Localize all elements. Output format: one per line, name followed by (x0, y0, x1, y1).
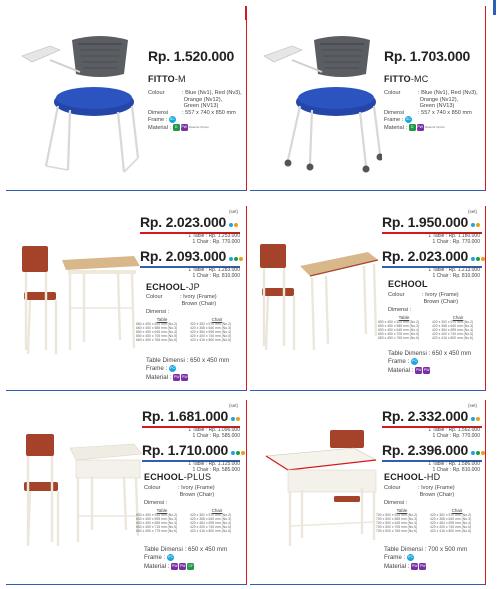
price-option-2: Rp. 2.023.000 (382, 248, 485, 266)
material-swatch: PW (423, 367, 430, 372)
set-label: (set) (468, 403, 477, 408)
material-swatch: PW (181, 124, 187, 129)
frame-swatch: PC (412, 359, 417, 364)
material-swatch: PW (179, 563, 186, 568)
product-name: FITTO-MC (384, 74, 429, 84)
price-option-2: Rp. 2.396.000 (382, 442, 485, 460)
spec-block: Colour : Blue (Nv1), Red (Nv3), Orange (Nv12), Green (NV13) Dimensi : 557 x 740 x 850 mm Frame : SC Material : D PW Material Option (384, 90, 478, 131)
price-breakdown: 1 Table : Rp. 1.562.000 1 Chair : Rp. 770.000 (428, 427, 480, 439)
material-swatch: PW (415, 367, 422, 372)
price: Rp. 1.703.000 (384, 48, 471, 64)
price-breakdown: 1 Table : Rp. 1.253.000 1 Chair : Rp. 770.000 (188, 233, 240, 245)
product-name: ECHOOL-PLUS (144, 472, 212, 482)
price-breakdown: 1 Table : Rp. 1.283.000 1 Chair : Rp. 810.000 (188, 267, 240, 279)
chair-dimensions: Chair 420 x 352 x 570 mm (No.2) 420 x 368 x 640 mm (No.3) 420 x 384 x 695 mm (No.4) 420 x 400 x 740 mm (No.5) 420 x 416 x 800 mm (No.6) (190, 508, 232, 534)
echool-plus-image (16, 430, 144, 550)
page-tab (493, 0, 496, 15)
material-swatch: PW (411, 563, 418, 568)
frame-swatch: PC (168, 555, 173, 560)
price-breakdown: 1 Table : Rp. 1.125.000 1 Chair : Rp. 585.000 (188, 461, 240, 473)
product-name: ECHOOL (388, 279, 428, 289)
red-accent (245, 6, 247, 20)
table-dimensions: Table 660 x 450 x 525 mm (No.2) 660 x 450 x 585 mm (No.3) 650 x 450 x 645 mm (No.4) 650 x 450 x 705 mm (No.5) 660 x 450 x 765 mm (No.6) (136, 317, 178, 343)
price-option-1: Rp. 2.332.000 (382, 408, 480, 426)
price-option-1: Rp. 1.681.000 (142, 408, 240, 426)
price-breakdown: 1 Table : Rp. 1.096.000 1 Chair : Rp. 585.000 (188, 427, 240, 439)
spec-footer: Table Dimensi : 650 x 450 mm Frame : PC Material : PW PW (388, 350, 472, 375)
product-name: FITTO-M (148, 74, 186, 84)
material-swatch: PW (417, 124, 423, 129)
frame-swatch: SC (169, 117, 175, 122)
echool-image (256, 238, 380, 356)
product-name: ECHOOL-HD (384, 472, 441, 482)
echool-hd-image (262, 426, 382, 550)
frame-swatch: PC (408, 555, 413, 560)
spec-block: Colour : Ivory (Frame) Brown (Chair) Dimensi : (384, 485, 455, 507)
spec-block: Colour : Ivory (Frame) Brown (Chair) Dimensi : (144, 485, 215, 507)
set-label: (set) (229, 209, 238, 214)
price-option-2: Rp. 2.093.000 (140, 248, 243, 266)
product-name: ECHOOL-JP (146, 282, 200, 292)
price-option-2: Rp. 1.710.000 (142, 442, 245, 460)
fitto-m-chair-image (20, 28, 140, 178)
spec-block: Colour : Ivory (Frame) Brown (Chair) Dimensi : (146, 294, 217, 316)
chair-dimensions: Chair 420 x 352 x 570 mm (No.2) 420 x 368 x 640 mm (No.3) 420 x 384 x 695 mm (No.4) 420 x 400 x 740 mm (No.5) 420 x 416 x 800 mm (No.6) (430, 508, 472, 534)
spec-footer: Table Dimensi : 700 x 500 mm Frame : PC Material : PW PW (384, 546, 468, 571)
fitto-mc-chair-image (262, 28, 382, 178)
chair-dimensions: Chair 320 x 352 x 570 mm (No.2) 420 x 368 x 640 mm (No.3) 420 x 384 x 695 mm (No.4) 420 x 400 x 740 mm (No.5) 420 x 416 x 800 mm (No.6) (190, 317, 232, 343)
frame-swatch: SC (405, 117, 411, 122)
material-swatch: CF (188, 563, 194, 568)
material-swatch: PW (171, 563, 178, 568)
set-label: (set) (468, 209, 477, 214)
price-option-1: Rp. 2.023.000 (140, 214, 238, 232)
spec-block: Colour : Ivory (Frame) Brown (Chair) Dimensi : (388, 292, 459, 314)
table-dimensions: Table 650 x 450 x 535 mm (No.2) 650 x 450 x 595 mm (No.3) 650 x 450 x 655 mm (No.4) 650 x 450 x 715 mm (No.5) 650 x 450 x 775 mm (No.6) (136, 508, 178, 534)
price-breakdown: 1 Table : Rp. 1.213.000 1 Chair : Rp. 810.000 (428, 267, 480, 279)
echool-jp-image (14, 238, 142, 358)
frame-swatch: PC (170, 366, 175, 371)
chair-dimensions: Chair 420 x 352 x 570 mm (No.2) 420 x 368 x 640 mm (No.3) 420 x 384 x 695 mm (No.4) 420 x 400 x 740 mm (No.5) 420 x 416 x 800 mm (No.6) (432, 315, 474, 341)
material-swatch: PW (181, 374, 188, 379)
spec-block: Colour : Blue (Nv1), Red (Nv3), Orange (Nv12), Green (NV13) Dimensi : 557 x 740 x 850 mm Frame : SC Material : D PW Material Option (148, 90, 242, 131)
material-swatch: PW (419, 563, 426, 568)
price-option-1: Rp. 1.950.000 (382, 214, 480, 232)
price: Rp. 1.520.000 (148, 48, 235, 64)
price-breakdown: 1 Table : Rp. 1.586.000 1 Chair : Rp. 810.000 (428, 461, 480, 473)
table-dimensions: Table 700 x 500 x 525 mm (No.2) 700 x 500 x 585 mm (No.3) 700 x 500 x 645 mm (No.4) 700 x 500 x 705 mm (No.5) 700 x 500 x 765 mm (No.6) (376, 508, 418, 534)
table-dimensions: Table 650 x 450 x 525 mm (No.2) 650 x 450 x 585 mm (No.3) 650 x 450 x 645 mm (No.4) 650 x 450 x 705 mm (No.5) 650 x 450 x 765 mm (No.6) (378, 315, 420, 341)
spec-footer: Table Dimensi : 650 x 450 mm Frame : PC Material : PW PW CF (144, 546, 228, 571)
spec-footer: Table Dimensi : 650 x 450 mm Frame : PC Material : PW PW (146, 357, 230, 382)
material-swatch: PW (173, 374, 180, 379)
material-swatch: D (173, 124, 180, 131)
material-swatch: D (409, 124, 416, 131)
set-label: (set) (229, 403, 238, 408)
price-breakdown: 1 Table : Rp. 1.180.000 1 Chair : Rp. 770.000 (428, 233, 480, 245)
